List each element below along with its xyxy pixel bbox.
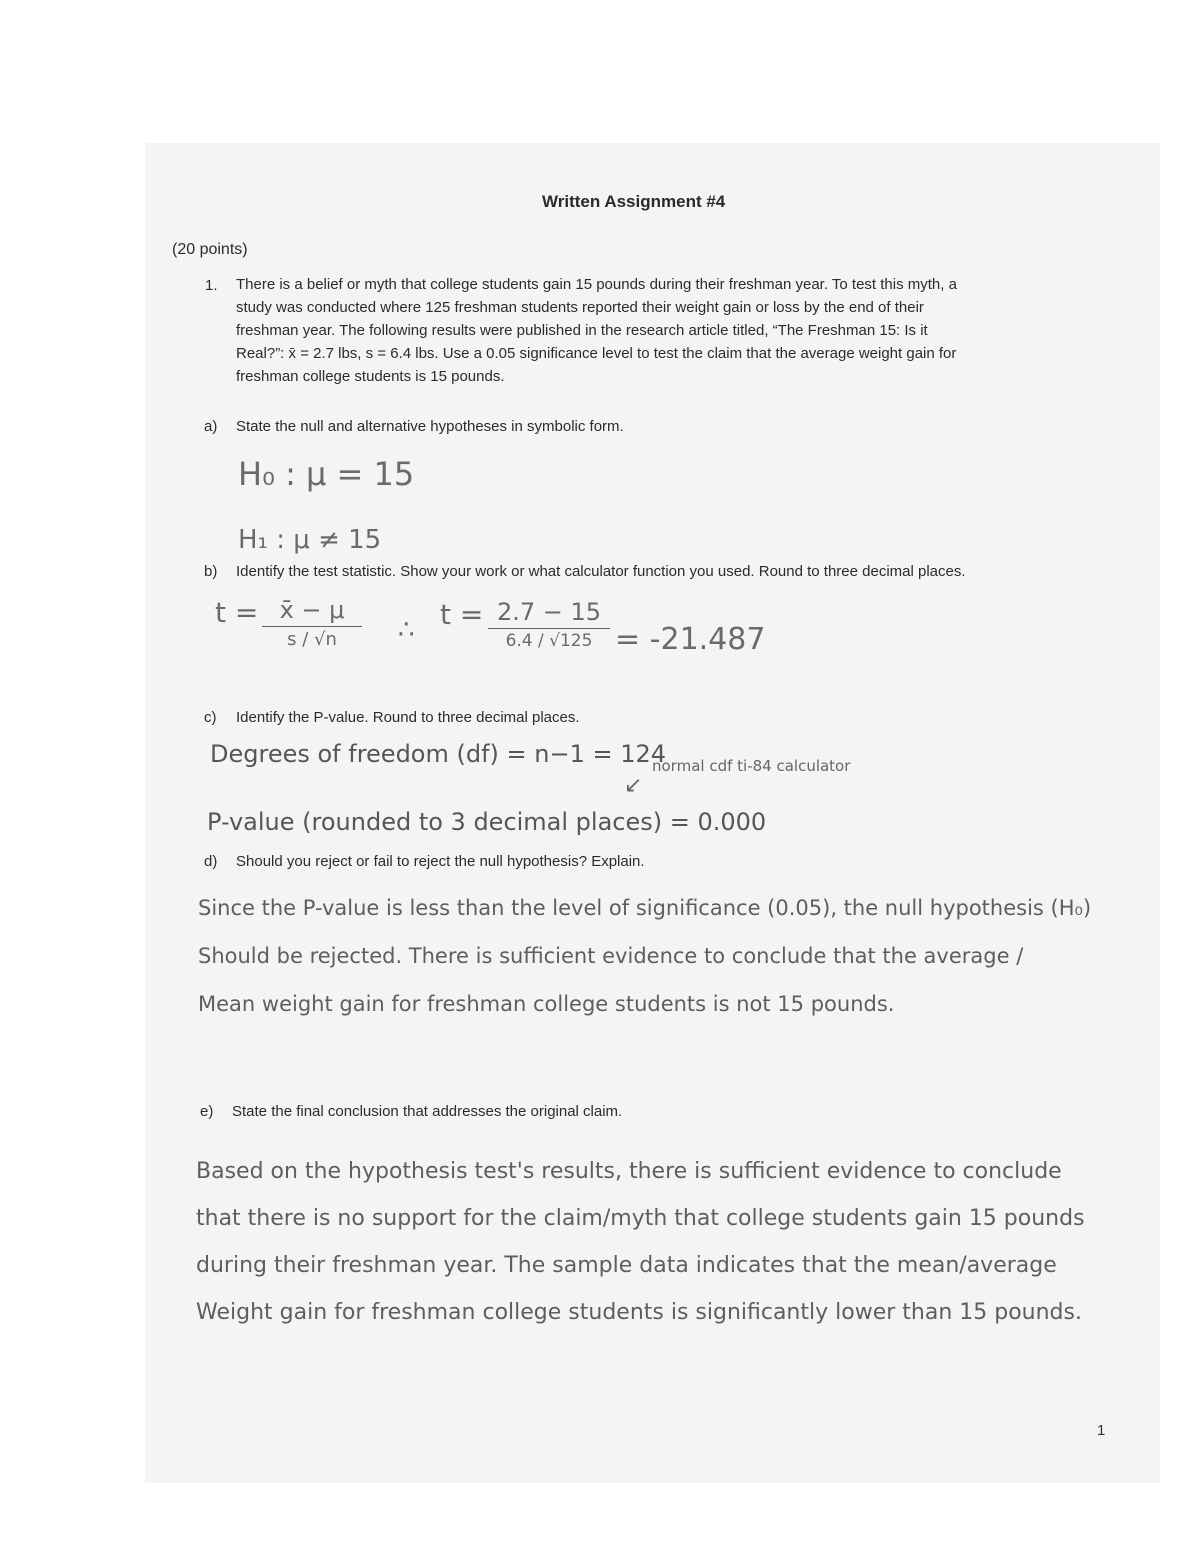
problem-line: study was conducted where 125 freshman students reported their weight gain or loss by the end of their <box>236 299 924 316</box>
part-e-answer <box>196 1148 1085 1336</box>
answer-line: Should be rejected. There is sufficient evidence to conclude that the average / <box>198 944 1024 968</box>
answer-line: that there is no support for the claim/myth that college students gain 15 pounds <box>196 1206 1085 1231</box>
answer-line: Weight gain for freshman college students is significantly lower than 15 pounds. <box>196 1300 1082 1325</box>
part-a-label: a) <box>204 418 218 435</box>
fraction-bar <box>488 628 610 629</box>
problem-line: freshman year. The following results were published in the research article titled, “The Freshman 15: Is it <box>236 322 928 339</box>
problem-number: 1. <box>205 277 218 294</box>
calc-denominator: 6.4 / √125 <box>505 631 593 651</box>
problem-line: There is a belief or myth that college students gain 15 pounds during their freshman year. To test this myth, a <box>236 276 957 293</box>
part-d-question: Should you reject or fail to reject the null hypothesis? Explain. <box>236 853 645 870</box>
part-b-question: Identify the test statistic. Show your work or what calculator function you used. Round to three decimal places. <box>236 563 966 580</box>
answer-line: Based on the hypothesis test's results, there is sufficient evidence to conclude <box>196 1159 1062 1184</box>
answer-line: Since the P-value is less than the level of significance (0.05), the null hypothesis (H₀) <box>198 896 1092 920</box>
calc-lhs: t = <box>440 598 484 631</box>
df-line: Degrees of freedom (df) = n−1 = 124 <box>210 740 667 768</box>
part-a-question: State the null and alternative hypotheses in symbolic form. <box>236 418 624 435</box>
formula-fraction <box>262 596 362 650</box>
test-statistic-result: = -21.487 <box>615 622 766 657</box>
page-number: 1 <box>1097 1422 1106 1439</box>
part-c-question: Identify the P-value. Round to three decimal places. <box>236 709 580 726</box>
arrow-icon: ↙ <box>624 773 643 798</box>
part-c-label: c) <box>204 709 217 726</box>
pvalue-line: P-value (rounded to 3 decimal places) = 0.000 <box>207 808 767 836</box>
problem-line: freshman college students is 15 pounds. <box>236 368 505 385</box>
calculator-note: normal cdf ti-84 calculator <box>652 757 851 775</box>
formula-denominator: s / √n <box>287 629 337 650</box>
part-a-null-hypothesis: H₀ : μ = 15 <box>238 455 415 493</box>
calc-numerator: 2.7 − 15 <box>496 598 602 626</box>
formula-lhs: t = <box>215 596 259 629</box>
answer-line: Mean weight gain for freshman college students is not 15 pounds. <box>198 992 895 1016</box>
fraction-bar <box>262 626 362 627</box>
part-d-label: d) <box>204 853 218 870</box>
part-e-question: State the final conclusion that addresses the original claim. <box>232 1103 623 1120</box>
part-a-alt-hypothesis: H₁ : μ ≠ 15 <box>238 525 382 555</box>
points-label: (20 points) <box>172 241 248 258</box>
problem-text <box>236 273 957 388</box>
problem-line: Real?”: x̄ = 2.7 lbs, s = 6.4 lbs. Use a 0.05 significance level to test the claim that the average weight gain for <box>236 345 957 362</box>
therefore-symbol: ∴ <box>398 615 415 645</box>
formula-numerator: x̄ − μ <box>279 596 345 624</box>
part-e-label: e) <box>200 1103 214 1120</box>
page-title: Written Assignment #4 <box>542 192 726 211</box>
part-d-answer <box>198 884 1091 1028</box>
calc-fraction <box>488 598 610 651</box>
answer-line: during their freshman year. The sample data indicates that the mean/average <box>196 1253 1057 1278</box>
part-b-label: b) <box>204 563 218 580</box>
